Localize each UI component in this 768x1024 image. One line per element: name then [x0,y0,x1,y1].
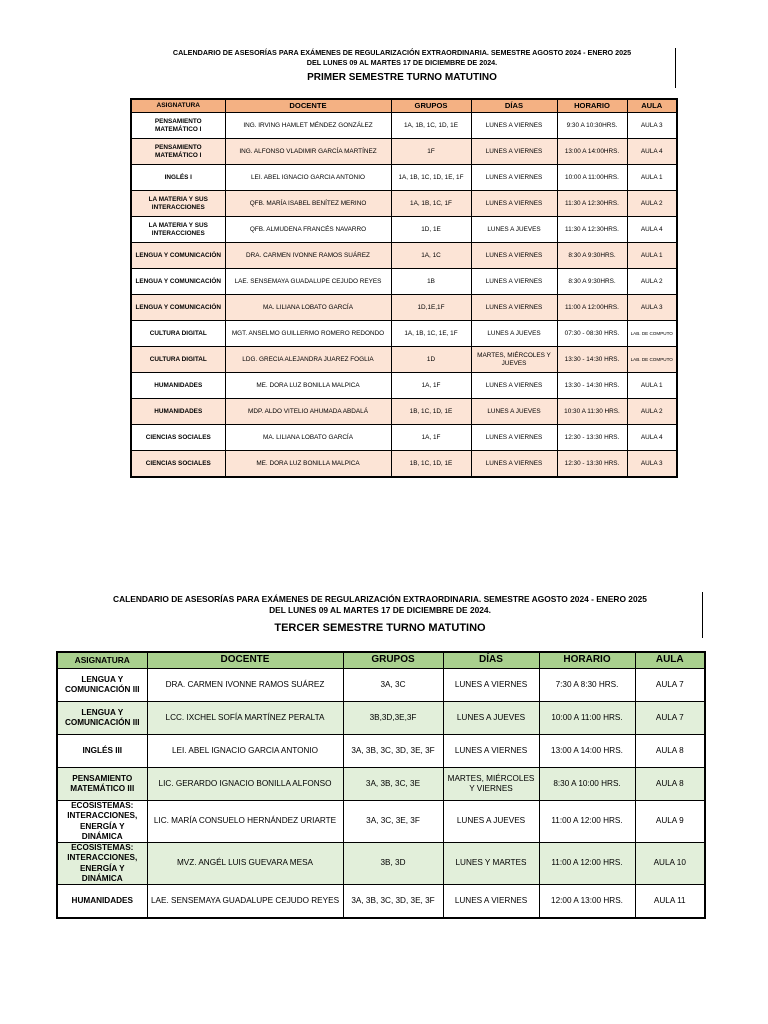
table-row [131,295,677,321]
cell-horario: 10:00 A 11:00HRS. [557,165,627,191]
col-header-asignatura: ASIGNATURA [131,99,225,113]
cell-horario: 13:30 - 14:30 HRS. [557,373,627,399]
section2-table [56,651,706,919]
table-header-row [57,652,705,669]
col-header-docente: DOCENTE [147,652,343,669]
cell-docente: ME. DORA LUZ BONILLA MALPICA [225,373,391,399]
cell-aula: AULA 4 [627,217,677,243]
cell-horario: 12:00 A 13:00 HRS. [539,885,635,919]
section1-title-line: CALENDARIO DE ASESORÍAS PARA EXÁMENES DE REGULARIZACIÓN EXTRAORDINARIA. SEMESTRE AGOSTO 2024 - ENERO 2025 [172,48,632,57]
cell-asignatura: HUMANIDADES [57,885,147,919]
cell-aula: AULA 8 [635,735,705,768]
cell-asignatura: LENGUA Y COMUNICACIÓN [131,243,225,269]
table-row [131,269,677,295]
cell-asignatura: INGLÉS III [57,735,147,768]
table-row [57,735,705,768]
cell-dias: LUNES A VIERNES [471,243,557,269]
cell-dias: LUNES A VIERNES [443,669,539,702]
cell-asignatura: PENSAMIENTO MATEMÁTICO I [131,113,225,139]
cell-dias: LUNES A JUEVES [443,702,539,735]
cell-docente: LDG. GRECIA ALEJANDRA JUAREZ FOGLIA [225,347,391,373]
cell-grupos: 3A, 3B, 3C, 3D, 3E, 3F [343,885,443,919]
cell-asignatura: INGLÉS I [131,165,225,191]
table-row [131,191,677,217]
col-header-dias: DÍAS [443,652,539,669]
cell-aula: LAB. DE COMPUTO [627,347,677,373]
cell-aula: AULA 2 [627,399,677,425]
cell-grupos: 1A, 1B, 1C, 1D, 1E, 1F [391,165,471,191]
cell-horario: 13:00 A 14:00 HRS. [539,735,635,768]
table-row [57,885,705,919]
cell-dias: LUNES A JUEVES [471,321,557,347]
cell-asignatura: HUMANIDADES [131,373,225,399]
cell-horario: 9:30 A 10:30HRS. [557,113,627,139]
col-header-aula: AULA [635,652,705,669]
cell-docente: MA. LILIANA LOBATO GARCÍA [225,425,391,451]
cell-aula: AULA 4 [627,139,677,165]
cell-aula: AULA 3 [627,113,677,139]
cell-aula: AULA 2 [627,269,677,295]
cell-aula: AULA 3 [627,295,677,321]
col-header-dias: DÍAS [471,99,557,113]
cell-grupos: 3B,3D,3E,3F [343,702,443,735]
cell-aula: AULA 1 [627,243,677,269]
cell-asignatura: CULTURA DIGITAL [131,321,225,347]
table-row [131,399,677,425]
cell-dias: LUNES A VIERNES [443,885,539,919]
cell-docente: LIC. MARÍA CONSUELO HERNÁNDEZ URIARTE [147,801,343,843]
cell-docente: ING. IRVING HAMLET MÉNDEZ GONZÁLEZ [225,113,391,139]
section1-title [130,48,674,68]
cell-docente: LEI. ABEL IGNACIO GARCIA ANTONIO [147,735,343,768]
cell-horario: 10:30 A 11:30 HRS. [557,399,627,425]
cell-asignatura: LENGUA Y COMUNICACIÓN [131,269,225,295]
cell-grupos: 3A, 3B, 3C, 3D, 3E, 3F [343,735,443,768]
cell-grupos: 1A, 1C [391,243,471,269]
cell-dias: LUNES A VIERNES [471,113,557,139]
cell-horario: 11:00 A 12:00 HRS. [539,801,635,843]
cell-asignatura: LA MATERIA Y SUS INTERACCIONES [131,191,225,217]
cell-grupos: 1D,1E,1F [391,295,471,321]
cell-grupos: 3A, 3B, 3C, 3E [343,768,443,801]
cell-horario: 11:00 A 12:00HRS. [557,295,627,321]
cell-dias: LUNES A VIERNES [471,373,557,399]
cell-dias: LUNES A VIERNES [471,295,557,321]
cell-asignatura: CULTURA DIGITAL [131,347,225,373]
cell-grupos: 1B, 1C, 1D, 1E [391,399,471,425]
section1-divider [675,48,676,88]
cell-asignatura: CIENCIAS SOCIALES [131,451,225,478]
cell-grupos: 1A, 1B, 1C, 1D, 1E [391,113,471,139]
col-header-asignatura: ASIGNATURA [57,652,147,669]
table-row [131,243,677,269]
cell-grupos: 3B, 3D [343,843,443,885]
cell-dias: LUNES A JUEVES [443,801,539,843]
cell-asignatura: ECOSISTEMAS: INTERACCIONES, ENERGÍA Y DINÁMICA [57,801,147,843]
cell-horario: 13:30 - 14:30 HRS. [557,347,627,373]
cell-dias: LUNES A VIERNES [471,451,557,478]
col-header-horario: HORARIO [539,652,635,669]
section2-title [70,594,690,616]
cell-asignatura: CIENCIAS SOCIALES [131,425,225,451]
cell-horario: 11:00 A 12:00 HRS. [539,843,635,885]
cell-horario: 11:30 A 12:30HRS. [557,217,627,243]
cell-docente: LCC. IXCHEL SOFÍA MARTÍNEZ PERALTA [147,702,343,735]
cell-aula: AULA 3 [627,451,677,478]
cell-dias: MARTES, MIÉRCOLES Y JUEVES [471,347,557,373]
cell-aula: AULA 1 [627,165,677,191]
cell-docente: MGT. ANSELMO GUILLERMO ROMERO REDONDO [225,321,391,347]
cell-docente: DRA. CARMEN IVONNE RAMOS SUÁREZ [225,243,391,269]
cell-grupos: 3A, 3C [343,669,443,702]
table-row [131,451,677,478]
cell-horario: 7:30 A 8:30 HRS. [539,669,635,702]
cell-grupos: 1B, 1C, 1D, 1E [391,451,471,478]
cell-horario: 8:30 A 9:30HRS. [557,243,627,269]
section2-divider [702,592,703,638]
table-row [131,321,677,347]
col-header-grupos: GRUPOS [343,652,443,669]
cell-docente: LIC. GERARDO IGNACIO BONILLA ALFONSO [147,768,343,801]
table-header-row [131,99,677,113]
cell-dias: LUNES A JUEVES [471,399,557,425]
cell-horario: 8:30 A 10:00 HRS. [539,768,635,801]
cell-dias: LUNES Y MARTES [443,843,539,885]
col-header-aula: AULA [627,99,677,113]
cell-grupos: 1B [391,269,471,295]
cell-horario: 8:30 A 9:30HRS. [557,269,627,295]
cell-docente: MVZ. ANGÉL LUIS GUEVARA MESA [147,843,343,885]
cell-docente: ME. DORA LUZ BONILLA MALPICA [225,451,391,478]
cell-asignatura: LA MATERIA Y SUS INTERACCIONES [131,217,225,243]
section2-title-line: CALENDARIO DE ASESORÍAS PARA EXÁMENES DE REGULARIZACIÓN EXTRAORDINARIA. SEMESTRE AGOSTO 2024 - ENERO 2025 [113,594,647,604]
cell-aula: AULA 8 [635,768,705,801]
cell-grupos: 1D, 1E [391,217,471,243]
cell-dias: LUNES A JUEVES [471,217,557,243]
section2-dates-line: DEL LUNES 09 AL MARTES 17 DE DICIEMBRE DE 2024. [269,605,491,615]
table-row [57,702,705,735]
cell-docente: ING. ALFONSO VLADIMIR GARCÍA MARTÍNEZ [225,139,391,165]
cell-horario: 12:30 - 13:30 HRS. [557,451,627,478]
cell-horario: 13:00 A 14:00HRS. [557,139,627,165]
cell-grupos: 1A, 1F [391,425,471,451]
table-row [131,217,677,243]
table-row [57,768,705,801]
cell-aula: AULA 7 [635,702,705,735]
table-row [57,801,705,843]
cell-aula: AULA 11 [635,885,705,919]
cell-docente: MDP. ALDO VITELIO AHUMADA ABDALÁ [225,399,391,425]
table-row [131,139,677,165]
cell-dias: LUNES A VIERNES [471,139,557,165]
section1-dates-line: DEL LUNES 09 AL MARTES 17 DE DICIEMBRE DE 2024. [306,58,498,67]
section1-subtitle: PRIMER SEMESTRE TURNO MATUTINO [307,72,497,83]
cell-docente: MA. LILIANA LOBATO GARCÍA [225,295,391,321]
cell-aula: AULA 4 [627,425,677,451]
cell-asignatura: ECOSISTEMAS: INTERACCIONES, ENERGÍA Y DINÁMICA [57,843,147,885]
table-row [57,669,705,702]
cell-asignatura: HUMANIDADES [131,399,225,425]
cell-horario: 10:00 A 11:00 HRS. [539,702,635,735]
table-row [57,843,705,885]
table-row [131,425,677,451]
cell-dias: LUNES A VIERNES [471,165,557,191]
cell-asignatura: PENSAMIENTO MATEMÁTICO I [131,139,225,165]
cell-dias: LUNES A VIERNES [471,191,557,217]
cell-docente: QFB. MARÍA ISABEL BENÍTEZ MERINO [225,191,391,217]
cell-asignatura: PENSAMIENTO MATEMÁTICO III [57,768,147,801]
table-row [131,347,677,373]
cell-horario: 11:30 A 12:30HRS. [557,191,627,217]
cell-docente: LEI. ABEL IGNACIO GARCIA ANTONIO [225,165,391,191]
cell-horario: 12:30 - 13:30 HRS. [557,425,627,451]
cell-docente: DRA. CARMEN IVONNE RAMOS SUÁREZ [147,669,343,702]
cell-aula: AULA 10 [635,843,705,885]
cell-docente: LAE. SENSEMAYA GUADALUPE CEJUDO REYES [147,885,343,919]
cell-grupos: 1F [391,139,471,165]
cell-asignatura: LENGUA Y COMUNICACIÓN III [57,669,147,702]
section1-table [130,98,678,478]
col-header-grupos: GRUPOS [391,99,471,113]
cell-aula: LAB. DE COMPUTO [627,321,677,347]
cell-dias: LUNES A VIERNES [471,425,557,451]
cell-asignatura: LENGUA Y COMUNICACIÓN [131,295,225,321]
cell-aula: AULA 9 [635,801,705,843]
cell-aula: AULA 1 [627,373,677,399]
cell-docente: QFB. ALMUDENA FRANCÉS NAVARRO [225,217,391,243]
cell-docente: LAE. SENSEMAYA GUADALUPE CEJUDO REYES [225,269,391,295]
section2-subtitle: TERCER SEMESTRE TURNO MATUTINO [274,622,486,634]
cell-grupos: 1A, 1B, 1C, 1E, 1F [391,321,471,347]
cell-grupos: 1A, 1F [391,373,471,399]
table-row [131,373,677,399]
table-row [131,165,677,191]
cell-dias: LUNES A VIERNES [443,735,539,768]
col-header-docente: DOCENTE [225,99,391,113]
table-row [131,113,677,139]
cell-asignatura: LENGUA Y COMUNICACIÓN III [57,702,147,735]
cell-grupos: 1A, 1B, 1C, 1F [391,191,471,217]
cell-aula: AULA 7 [635,669,705,702]
cell-horario: 07:30 - 08:30 HRS. [557,321,627,347]
cell-grupos: 3A, 3C, 3E, 3F [343,801,443,843]
cell-dias: MARTES, MIÉRCOLES Y VIERNES [443,768,539,801]
cell-dias: LUNES A VIERNES [471,269,557,295]
cell-grupos: 1D [391,347,471,373]
col-header-horario: HORARIO [557,99,627,113]
cell-aula: AULA 2 [627,191,677,217]
